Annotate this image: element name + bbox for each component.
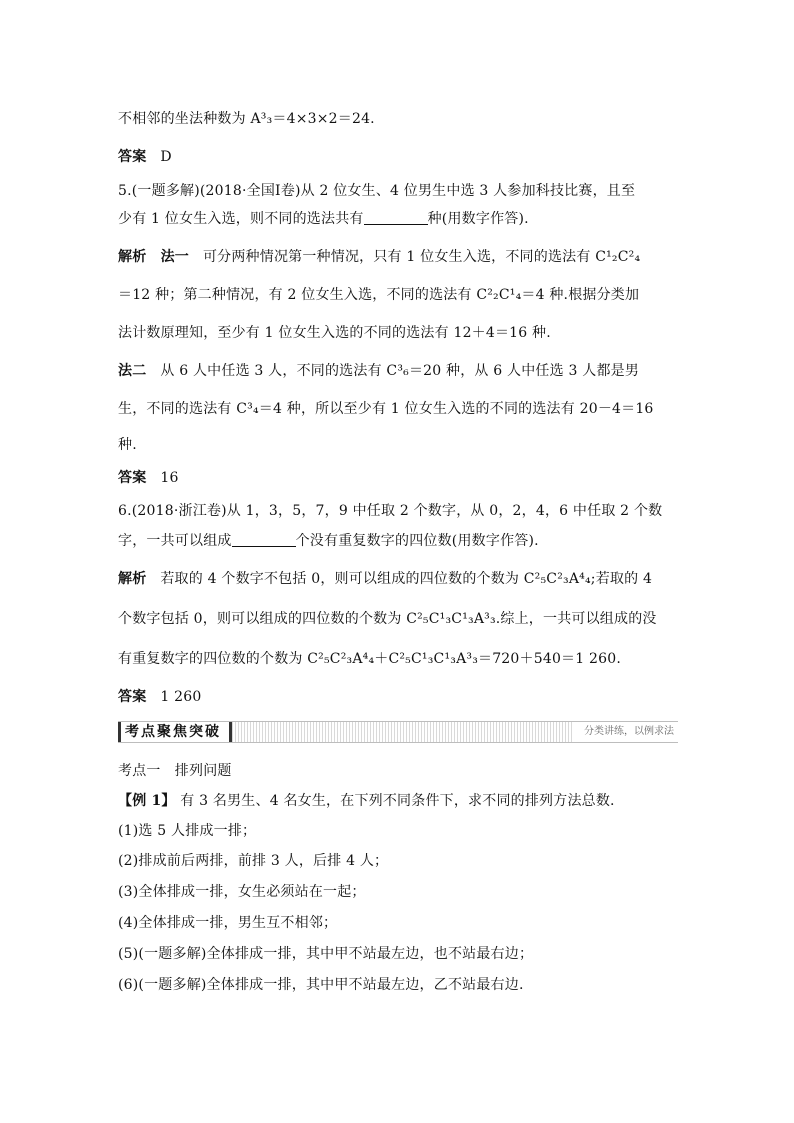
solution-5-line-5: 生，不同的选法有 C³₄＝4 种，所以至少有 1 位女生入选的不同的选法有 20－4＝16 xyxy=(118,401,654,417)
solution-5-line-4: 法二 从 6 人中任选 3 人，不同的选法有 C³₆＝20 种，从 6 人中任选 3 人都是男 xyxy=(118,363,640,379)
answer-blank xyxy=(364,210,428,225)
solution-5-line-1: 解析 法一 可分两种情况第一种情况，只有 1 位女生入选，不同的选法有 C¹₂C²₄ xyxy=(118,249,641,265)
list-item: (1)选 5 人排成一排； xyxy=(118,823,257,839)
list-item: (3)全体排成一排，女生必须站在一起； xyxy=(118,884,366,900)
example-line: 【例 1】 有 3 名男生、4 名女生，在下列不同条件下，求不同的排列方法总数. xyxy=(118,793,615,809)
topic-heading: 考点一 排列问题 xyxy=(118,763,232,779)
solution-5-line-6: 种. xyxy=(118,437,137,453)
solution-5-line-3: 法计数原理知，至少有 1 位女生入选的不同的选法有 12＋4＝16 种. xyxy=(118,325,551,341)
section-title: 考点聚焦突破 xyxy=(118,722,232,742)
problem-5-line-1: 5.(一题多解)(2018·全国Ⅰ卷)从 2 位女生、4 位男生中选 3 人参加科技比赛，且至 xyxy=(118,183,636,199)
solution-6-line-3: 有重复数字的四位数的个数为 C²₅C²₃A⁴₄＋C²₅C¹₃C¹₃A³₃＝720＋540＝1 260. xyxy=(118,651,621,667)
answer-line: 答案 1 260 xyxy=(118,689,202,705)
answer-blank xyxy=(232,532,296,547)
list-item: (5)(一题多解)全体排成一排，其中甲不站最左边，也不站最右边； xyxy=(118,946,534,962)
solution-5-line-2: ＝12 种；第二种情况，有 2 位女生入选，不同的选法有 C²₂C¹₄＝4 种.根据分类加 xyxy=(118,287,640,303)
section-subtitle: 分类讲练，以例求法 xyxy=(574,722,678,742)
solution-6-line-1: 解析 若取的 4 个数字不包括 0，则可以组成的四位数的个数为 C²₅C²₃A⁴₄;若取的 4 xyxy=(118,571,653,587)
answer-line: 答案 16 xyxy=(118,470,179,486)
problem-6-line-1: 6.(2018·浙江卷)从 1，3，5，7，9 中任取 2 个数字，从 0，2，4，6 中任取 2 个数 xyxy=(118,503,663,519)
section-header-bar xyxy=(118,721,678,743)
list-item: (4)全体排成一排，男生互不相邻； xyxy=(118,915,338,931)
list-item: (6)(一题多解)全体排成一排，其中甲不站最左边，乙不站最右边. xyxy=(118,977,524,993)
text-line: 不相邻的坐法种数为 A³₃＝4×3×2＝24. xyxy=(118,111,375,127)
list-item: (2)排成前后两排，前排 3 人，后排 4 人； xyxy=(118,853,389,869)
answer-line: 答案 D xyxy=(118,149,172,165)
problem-5-line-2: 少有 1 位女生入选，则不同的选法共有 种(用数字作答). xyxy=(118,211,529,227)
solution-6-line-2: 个数字包括 0，则可以组成的四位数的个数为 C²₅C¹₃C¹₃A³₃.综上，一共可以组成的没 xyxy=(118,611,657,627)
problem-6-line-2: 字，一共可以组成 个没有重复数字的四位数(用数字作答). xyxy=(118,533,539,549)
